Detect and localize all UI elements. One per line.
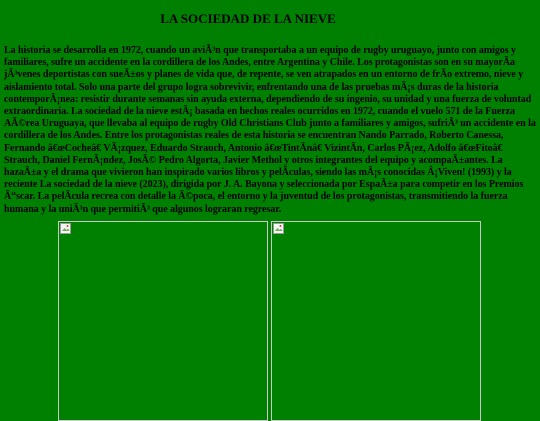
page-title: LA SOCIEDAD DE LA NIEVE	[160, 11, 336, 26]
article-body: La historia se desarrolla en 1972, cuando un aviÃ³n que transportaba a un equipo de rugby uruguayo, junto con amigos y familiares, sufre un accidente en la cordillera de los Andes, entre Argentina y Chile. Los protagonistas son en su mayorÃa jÃ³venes deportistas con sueÃ±os y planes de vida que, de repente, se ven atrapados en un entorno de frÃo extremo, nieve y aislamiento total. Solo una parte del grupo logra sobrevivir, enfrentando una de las pruebas mÃ¡s duras de la historia contemporÃ¡nea: resistir durante semanas sin ayuda externa, dependiendo de su ingenio, su unidad y una fuerza de voluntad extraordinaria. La sociedad de la nieve estÃ¡ basada en hechos reales ocurridos en 1972, cuando el vuelo 571 de la Fuerza AÃ©rea Uruguaya, que llevaba al equipo de rugby Old Christians Club junto a familiares y amigos, sufriÃ³ un accidente en la cordillera de los Andes. Entre los protagonistas reales de esta historia se encuentran Nando Parrado, Roberto Canessa, Fernando â€œCocheâ€ VÃ¡zquez, Eduardo Strauch, Antonio â€œTintÃnâ€ VizintÃn, Carlos PÃ¡ez, Adolfo â€œFitoâ€ Strauch, Daniel FernÃ¡ndez, JosÃ© Pedro Algorta, Javier Methol y otros integrantes del equipo y acompaÃ±antes. La hazaÃ±a y el drama que vivieron han inspirado varios libros y pelÃculas, siendo las mÃ¡s conocidas Â¡Viven! (1993) y la reciente La sociedad de la nieve (2023), dirigida por J. A. Bayona y seleccionada por EspaÃ±a para competir en los Premios Ã“scar. La pelÃcula recrea con detalle la Ã©poca, el entorno y la juventud de los protagonistas, transmitiendo la fuerza humana y la uniÃ³n que permitiÃ³ que algunos lograran regresar.	[4, 45, 536, 215]
broken-image	[58, 221, 268, 421]
broken-image	[271, 221, 481, 421]
broken-image-icon	[60, 223, 71, 234]
broken-image-icon	[273, 223, 284, 234]
